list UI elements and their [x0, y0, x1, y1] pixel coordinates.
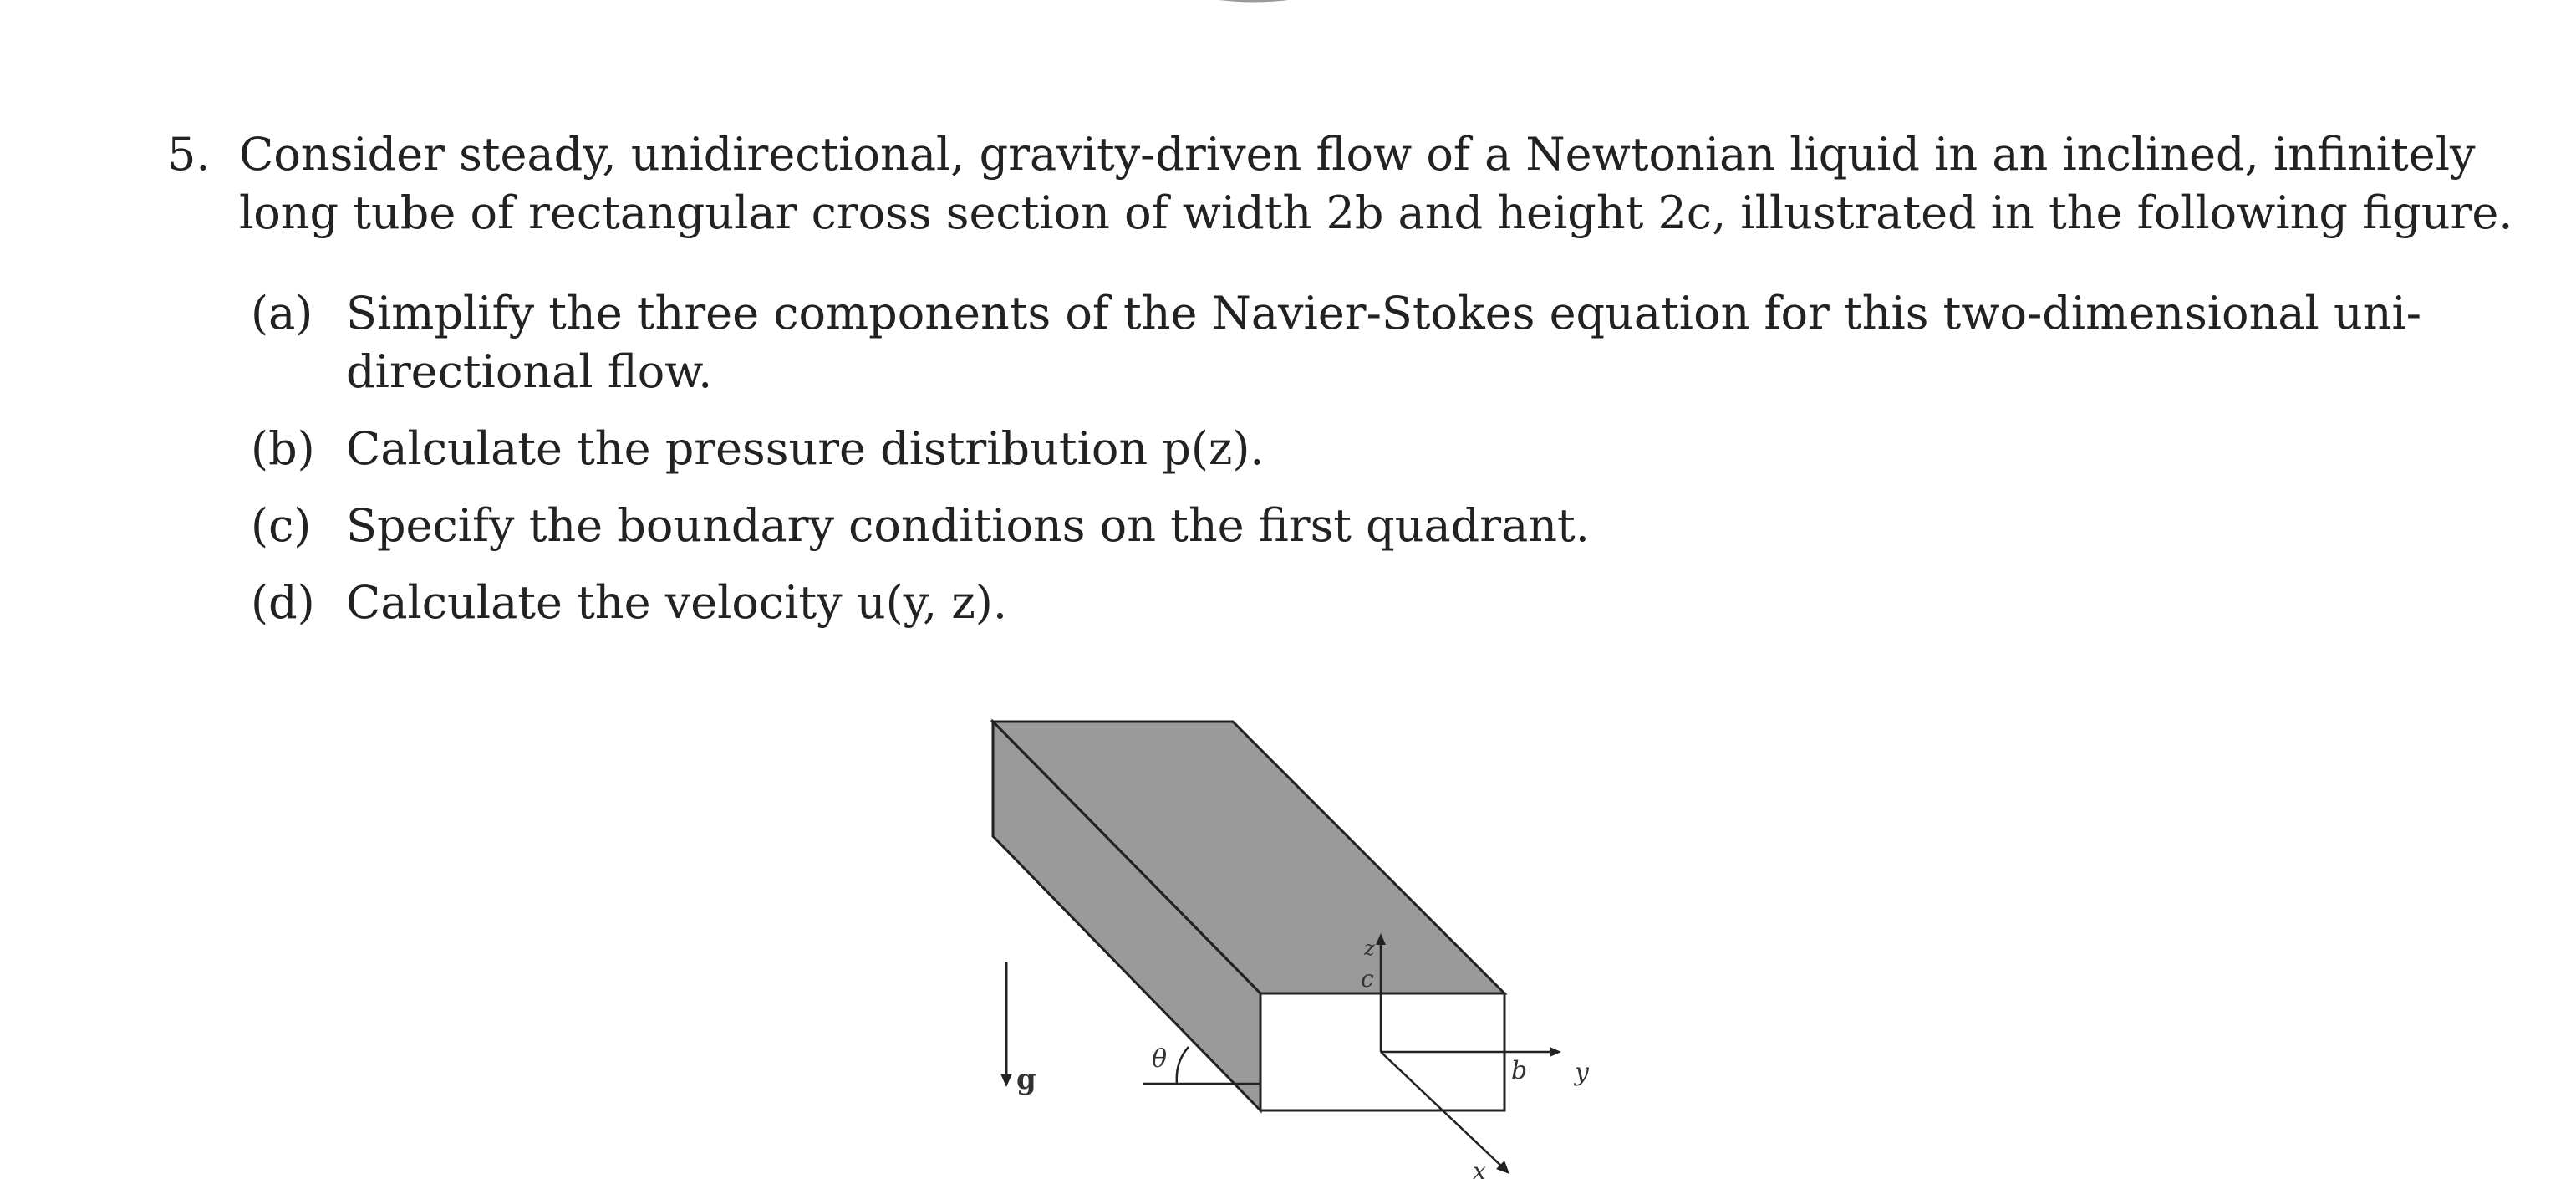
subquestion-label: (d): [251, 576, 315, 629]
subquestion-a: [251, 284, 2422, 401]
theta-arc: [1177, 1047, 1189, 1084]
problem-line: long tube of rectangular cross section of width 2b and height 2c, illustrated in the following figure.: [239, 186, 2513, 239]
subquestion-c: [251, 497, 2357, 555]
subquestion-label: (c): [251, 499, 312, 552]
y-axis-arrowhead: [1550, 1047, 1561, 1057]
subquestion-text: Calculate the pressure distribution p(z).: [346, 422, 1265, 475]
problem-line: Consider steady, unidirectional, gravity-driven flow of a Newtonian liquid in an inclined, infinitely: [239, 128, 2476, 181]
subquestion-text: directional flow.: [346, 345, 713, 398]
x-axis-label: x: [1473, 1157, 1486, 1179]
subquestion-list: [251, 284, 2422, 651]
c-label: c: [1361, 965, 1374, 993]
subquestion-text: Calculate the velocity u(y, z).: [346, 576, 1008, 629]
y-axis-label: y: [1575, 1058, 1589, 1087]
page-edge-arc: [1145, 0, 1362, 13]
subquestion-text: Specify the boundary conditions on the first quadrant.: [346, 499, 1590, 552]
theta-label: θ: [1152, 1044, 1168, 1074]
gravity-label: g: [1016, 1063, 1036, 1096]
problem-statement: [167, 125, 2513, 242]
subquestion-text: Simplify the three components of the Navier-Stokes equation for this two-dimensional uni-: [346, 287, 2422, 339]
subquestion-b: [251, 420, 2357, 478]
problem-number: 5.: [167, 128, 211, 181]
b-label: b: [1511, 1056, 1528, 1085]
subquestion-label: (a): [251, 287, 313, 339]
gravity-arrowhead: [1000, 1074, 1012, 1087]
subquestion-label: (b): [251, 422, 315, 475]
inclined-channel-figure: [961, 702, 1596, 1179]
subquestion-d: [251, 574, 2357, 632]
z-axis-label: z: [1364, 937, 1375, 960]
problem-body: [239, 125, 2513, 242]
